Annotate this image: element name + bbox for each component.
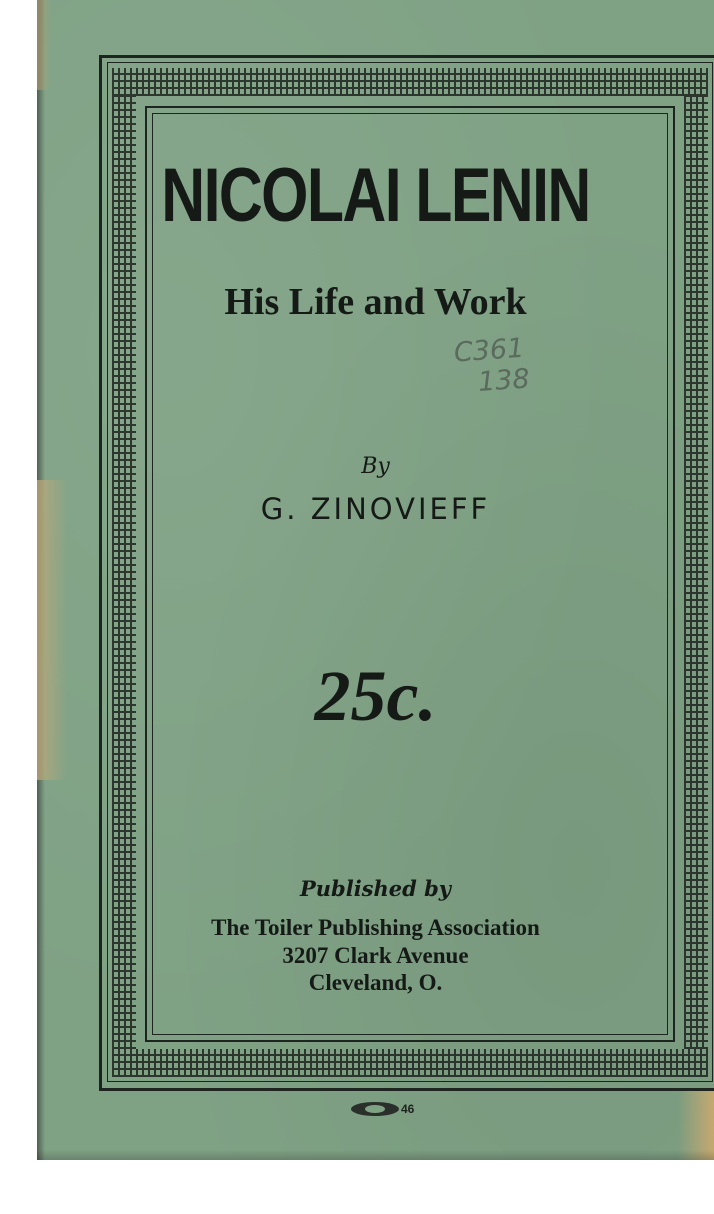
catalog-mark-line-1: C361 — [452, 332, 526, 369]
handwritten-catalog-mark — [453, 333, 531, 400]
author-name: G. ZINOVIEFF — [260, 492, 491, 526]
published-by-label: Published by — [299, 876, 452, 901]
price: 25c. — [314, 656, 437, 736]
greek-key-frieze-right — [684, 96, 708, 1049]
greek-key-frieze-bottom — [112, 1049, 708, 1077]
union-label — [351, 1102, 414, 1116]
publisher-address: 3207 Clark Avenue — [282, 943, 469, 968]
greek-key-frieze-left — [112, 96, 136, 1049]
paper-stain-left — [37, 480, 67, 780]
book-cover — [37, 0, 714, 1160]
book-subtitle: His Life and Work — [224, 281, 527, 323]
publisher-name: The Toiler Publishing Association — [211, 915, 540, 940]
union-bug-icon — [351, 1102, 399, 1116]
catalog-mark-line-2: 138 — [477, 363, 531, 399]
paper-stain-top-left — [37, 0, 51, 90]
book-title: NICOLAI LENIN — [161, 153, 590, 238]
by-label: By — [361, 454, 390, 479]
greek-key-frieze-top — [112, 68, 708, 96]
union-label-number: 46 — [401, 1102, 415, 1116]
publisher-city: Cleveland, O. — [308, 970, 443, 995]
bottom-edge-shadow — [37, 1150, 714, 1160]
